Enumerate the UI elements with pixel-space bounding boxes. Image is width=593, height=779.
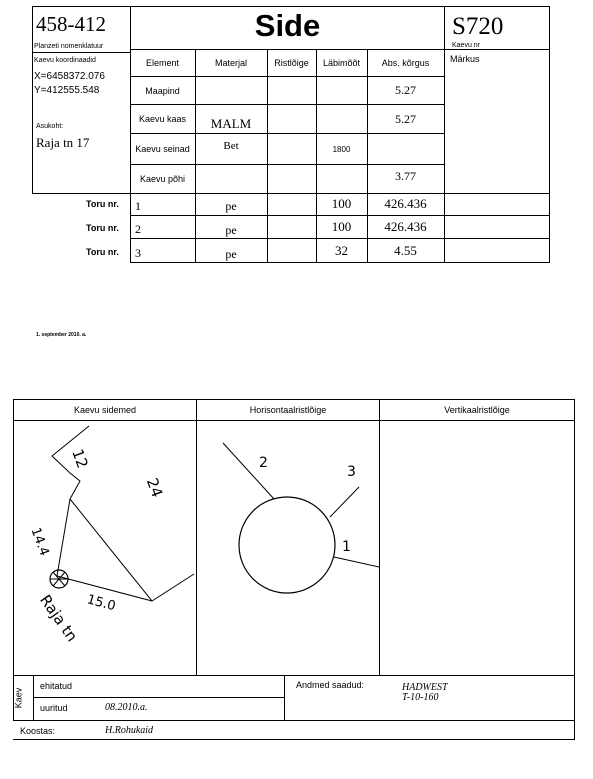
pipe-height: 426.436 bbox=[384, 196, 427, 211]
pipe-label: Toru nr. bbox=[86, 247, 119, 257]
col-notes: Märkus bbox=[450, 54, 480, 64]
coords-label: Kaevu koordinaadid bbox=[34, 57, 96, 64]
well-caption: Kaevu nr bbox=[452, 42, 481, 49]
row-height: 5.27 bbox=[395, 111, 416, 126]
built-label: ehitatud bbox=[40, 681, 73, 691]
street-label: Raja tn bbox=[36, 591, 82, 646]
pipe-material: pe bbox=[225, 198, 237, 213]
map-caption: Planzeti nomenklatuur bbox=[34, 43, 104, 50]
col-height: Abs. kõrgus bbox=[381, 58, 430, 68]
col-diameter: Läbimõõt bbox=[322, 58, 361, 68]
data-from-value: HADWEST bbox=[402, 682, 448, 693]
col-element: Element bbox=[145, 58, 180, 68]
pipe-label-2: 2 bbox=[259, 455, 268, 471]
panel-title-connections: Kaevu sidemed bbox=[73, 405, 137, 415]
pipe-label: Toru nr. bbox=[86, 223, 119, 233]
compiled-label: Koostas: bbox=[20, 726, 56, 736]
row-element: Kaevu kaas bbox=[138, 114, 187, 124]
pipe-label-3: 3 bbox=[347, 464, 356, 480]
connection-line bbox=[57, 499, 70, 576]
col-material: Materjal bbox=[214, 58, 247, 68]
pipe-number: 1 bbox=[135, 199, 141, 213]
pipe-diameter: 100 bbox=[331, 196, 352, 211]
row-material: MALM bbox=[210, 116, 252, 131]
panel-title-horizontal: Horisontaalristlõige bbox=[249, 405, 327, 415]
row-material: Bet bbox=[223, 140, 239, 152]
page-title: Side bbox=[254, 8, 321, 43]
label-12: 12 bbox=[68, 446, 92, 471]
location-label: Asukoht: bbox=[36, 123, 64, 130]
coord-y: Y=412555.548 bbox=[34, 85, 100, 96]
data-from-code: T-10-160 bbox=[402, 692, 439, 703]
compiled-value: H.Rohukaid bbox=[105, 725, 154, 736]
pipe-label-1: 1 bbox=[342, 539, 351, 555]
building-outline-right bbox=[70, 499, 194, 601]
pipe-number: 3 bbox=[135, 246, 141, 260]
surveyed-label: uuritud bbox=[40, 703, 68, 713]
pipe-material: pe bbox=[225, 222, 237, 237]
well-side-label: Kaev bbox=[13, 687, 24, 709]
pipe-label: Toru nr. bbox=[86, 199, 119, 209]
horizontal-section bbox=[197, 421, 379, 675]
surveyed-value: 08.2010.a. bbox=[105, 702, 148, 713]
pipe-diameter: 100 bbox=[331, 219, 352, 234]
data-from-label: Andmed saadud: bbox=[296, 680, 365, 690]
pipe-material: pe bbox=[225, 246, 237, 261]
row-diameter: 1800 bbox=[332, 144, 351, 154]
pipe-diameter: 32 bbox=[335, 243, 348, 258]
row-element: Kaevu seinad bbox=[135, 144, 190, 154]
pipe-line-2 bbox=[223, 443, 274, 499]
row-height: 5.27 bbox=[395, 83, 416, 97]
label-14-4: 14.4 bbox=[27, 525, 52, 559]
location-value: Raja tn 17 bbox=[36, 135, 90, 150]
label-15-0: 15.0 bbox=[85, 592, 118, 615]
date-line: 1. september 2010. a. bbox=[36, 332, 87, 338]
connections-sketch bbox=[14, 421, 196, 675]
well-circle bbox=[239, 497, 335, 593]
well-id: S720 bbox=[452, 13, 504, 40]
pipe-number: 2 bbox=[135, 222, 141, 236]
pipe-height: 426.436 bbox=[384, 219, 427, 234]
row-element: Kaevu põhi bbox=[139, 174, 186, 184]
row-element: Maapind bbox=[145, 85, 180, 96]
pipe-line-1 bbox=[334, 557, 379, 569]
coord-x: X=6458372.076 bbox=[34, 71, 105, 82]
row-height: 3.77 bbox=[395, 168, 416, 183]
panel-title-vertical: Vertikaalristlõige bbox=[444, 405, 510, 415]
map-number: 458-412 bbox=[36, 12, 106, 36]
pipe-line-3 bbox=[330, 487, 359, 517]
pipe-height: 4.55 bbox=[394, 243, 417, 258]
label-24: 24 bbox=[142, 475, 167, 500]
col-cross: Ristlõige bbox=[274, 58, 309, 68]
